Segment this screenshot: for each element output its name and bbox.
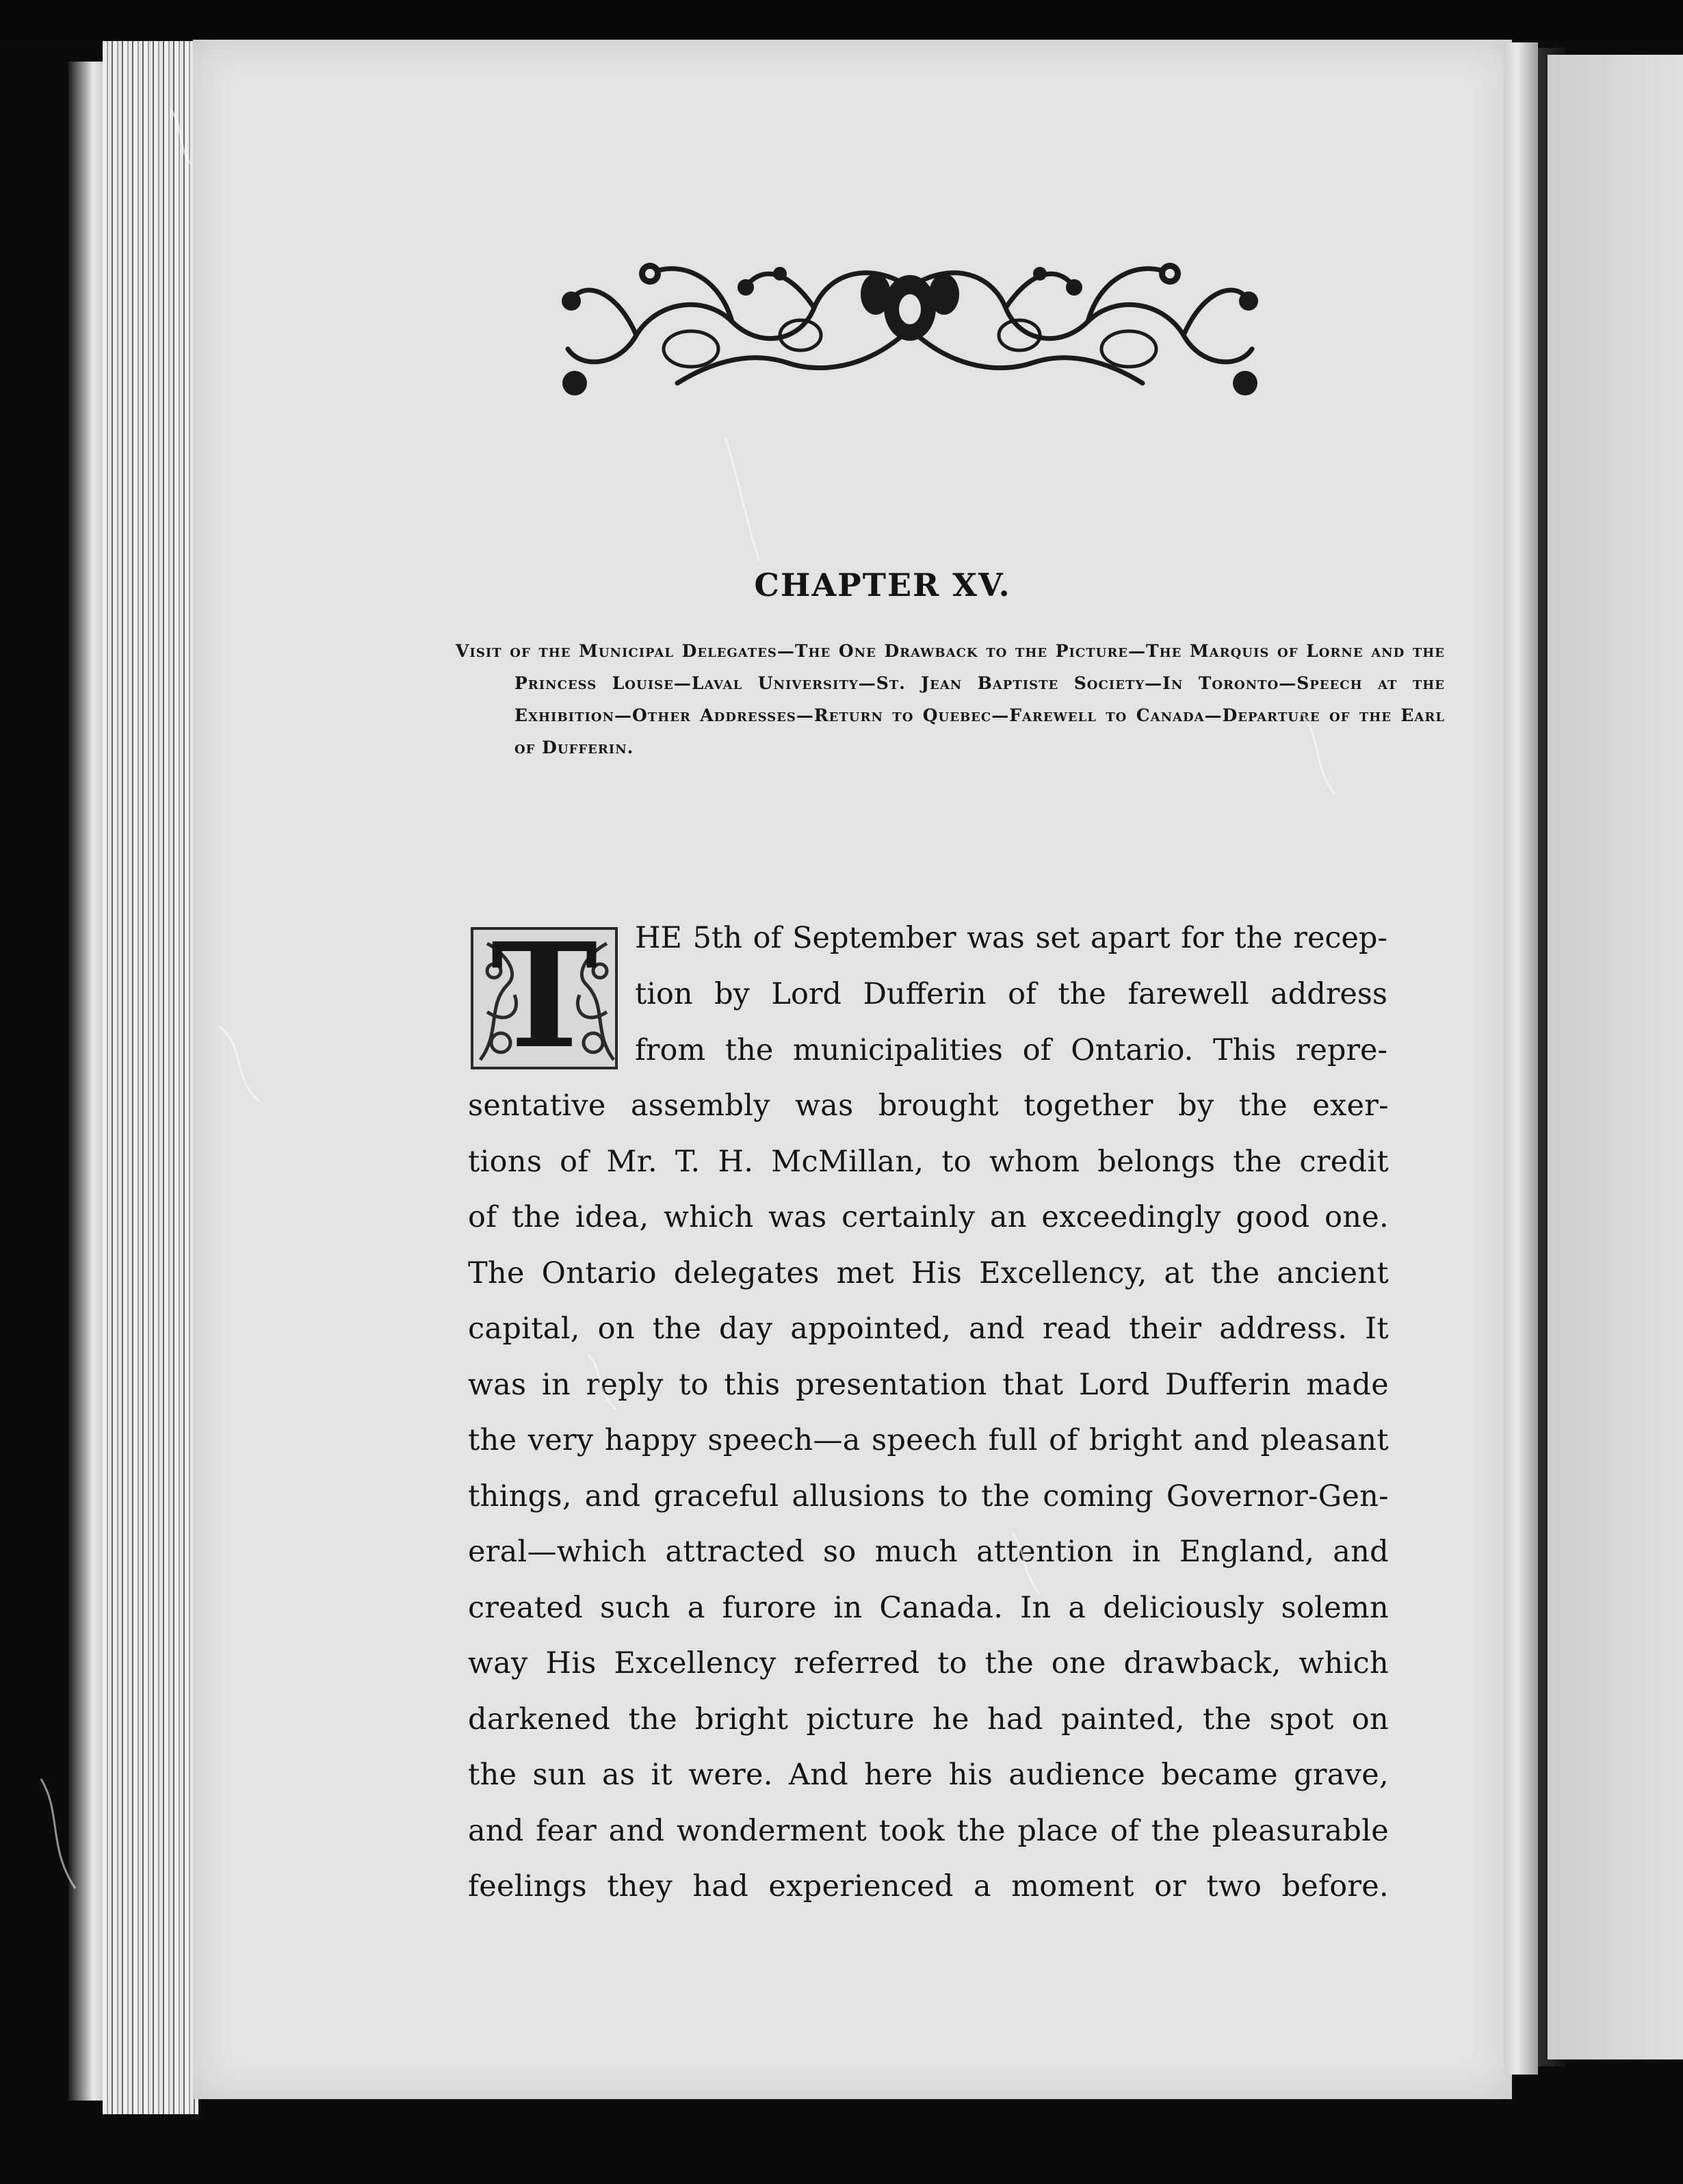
chapter-synopsis: Visit of the Municipal Delegates—The One Drawback to the Picture—The Marquis of Lorne and the Princess Louise—Laval University—St. Jean Baptiste Society—In Toronto—Speech at the Exhibition—Other Addresses—Return to Quebec—Farewell to Canada—Departure of the Earl of Dufferin. xyxy=(456,641,1445,757)
text-line: of the idea, which was certainly an exceedingly good one. xyxy=(468,1200,1389,1234)
text-line: the sun as it were. And here his audience became grave, xyxy=(468,1758,1389,1792)
text-line: from the municipalities of Ontario. This repre- xyxy=(635,1033,1387,1067)
text-line: and fear and wonderment took the place of the pleasurable xyxy=(468,1813,1389,1848)
text-line: the very happy speech—a speech full of bright and pleasant xyxy=(468,1423,1389,1457)
text-line: created such a furore in Canada. In a deliciously solemn xyxy=(468,1590,1389,1625)
text-line: was in reply to this presentation that Lord Dufferin made xyxy=(468,1367,1389,1402)
text-line: capital, on the day appointed, and read their address. It xyxy=(468,1312,1389,1346)
chapter-title: CHAPTER XV. xyxy=(754,567,1011,603)
text-line: sentative assembly was brought together by the exer- xyxy=(468,1089,1389,1123)
text-line: way His Excellency referred to the one drawback, which xyxy=(468,1646,1389,1680)
text-line: feelings they had experienced a moment or two before. xyxy=(468,1869,1389,1903)
text-line: darkened the bright picture he had painted, the spot on xyxy=(468,1702,1389,1737)
text-line: HE 5th of September was set apart for the recep- xyxy=(635,921,1387,955)
text-line: things, and graceful allusions to the coming Governor-Gen- xyxy=(468,1479,1389,1513)
text-line: tion by Lord Dufferin of the farewell address xyxy=(635,977,1387,1011)
text-line: eral—which attracted so much attention in England, and xyxy=(468,1535,1389,1569)
text-line: tions of Mr. T. H. McMillan, to whom belongs the credit xyxy=(468,1144,1389,1179)
text-line: The Ontario delegates met His Excellency, at the ancient xyxy=(468,1256,1389,1290)
drop-cap-letter: T xyxy=(491,927,598,1069)
